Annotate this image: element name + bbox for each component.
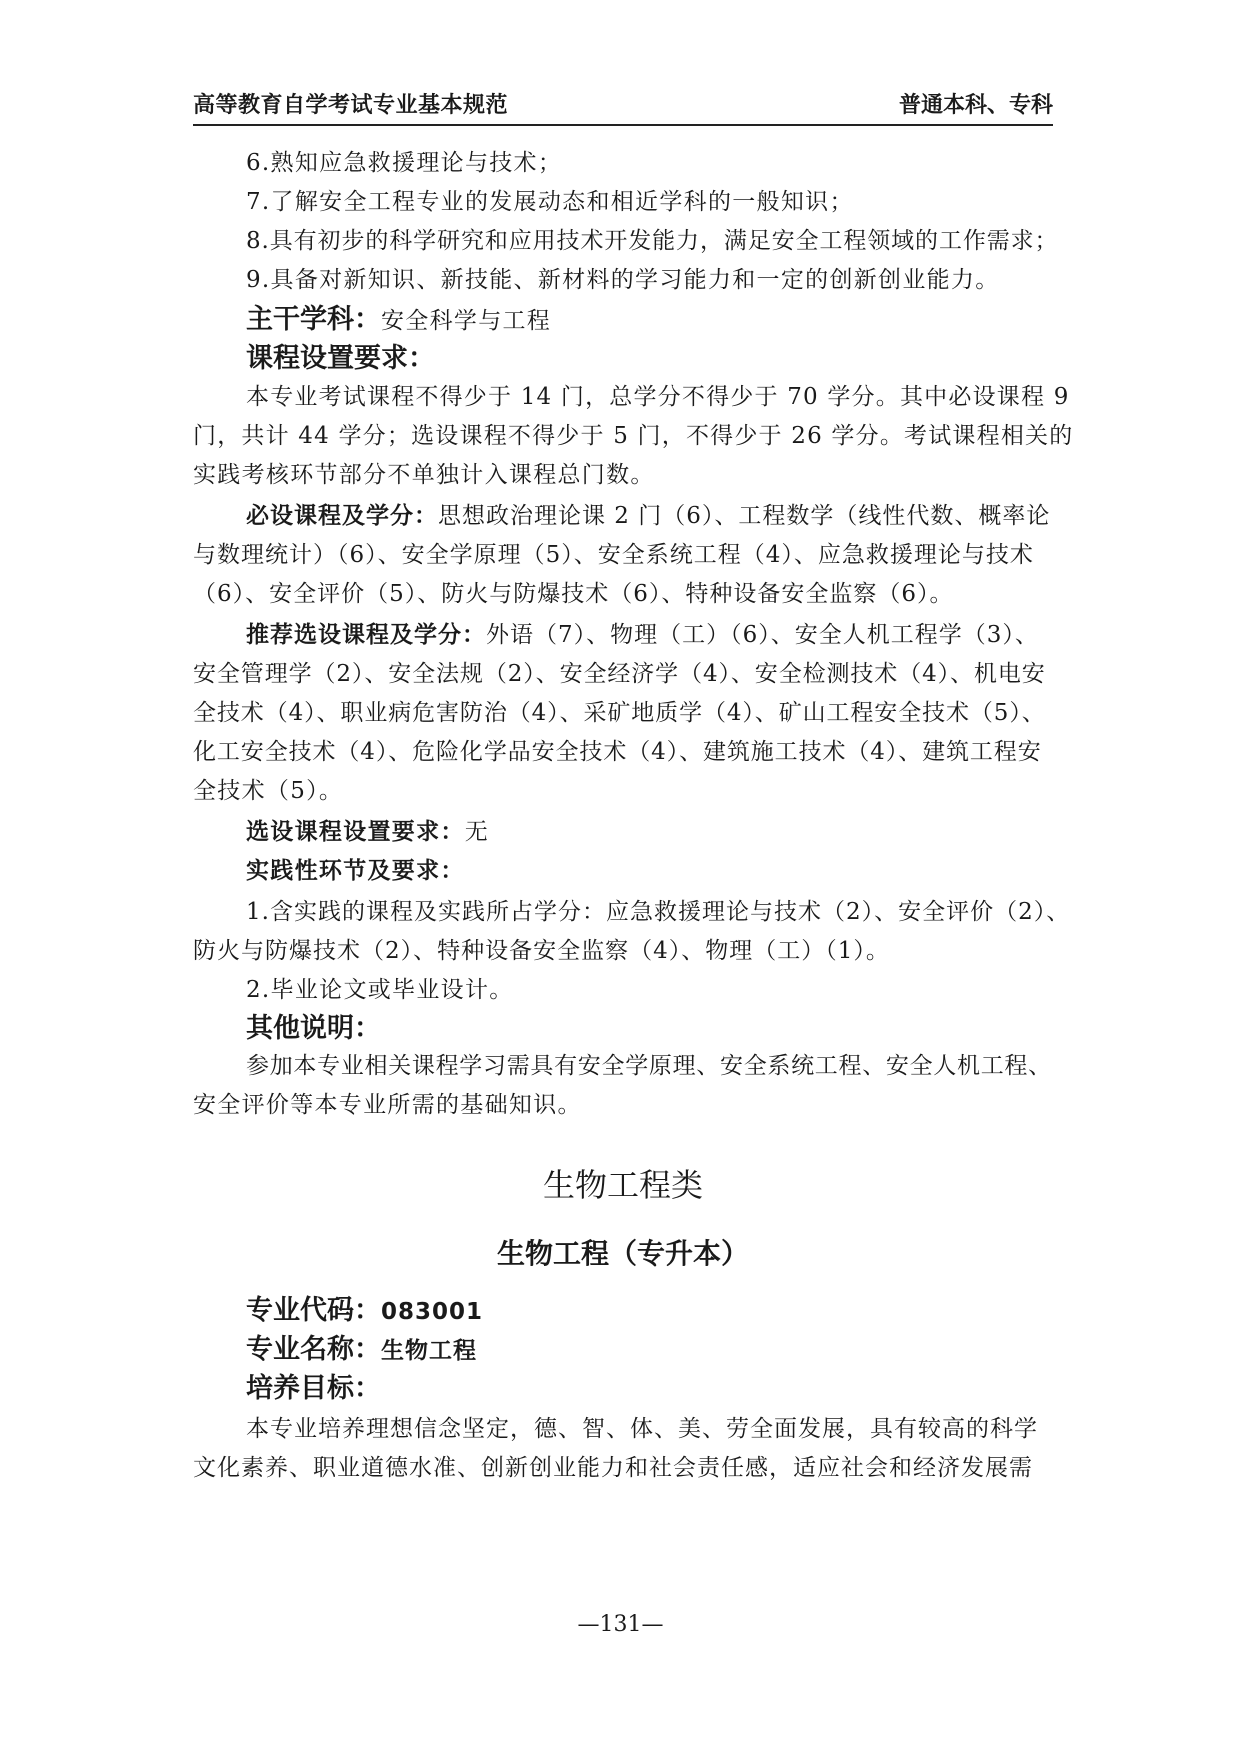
- course-requirements-heading: 课程设置要求：: [246, 343, 435, 374]
- required-courses-line-2: 与数理统计）（6）、安全学原理（5）、安全系统工程（4）、应急救援理论与技术: [193, 542, 1034, 568]
- other-notes-heading: 其他说明：: [246, 1013, 381, 1044]
- elective-courses-line-1: 外语（7）、物理（工）（6）、安全人机工程学（3）、: [486, 622, 1039, 648]
- page-number: —131—: [577, 1612, 664, 1637]
- major-name-value: 生物工程: [381, 1338, 477, 1364]
- running-header: [193, 88, 1053, 126]
- other-notes-line-2: 安全评价等本专业所需的基础知识。: [193, 1092, 582, 1118]
- practice-line-3: 2.毕业论文或毕业设计。: [246, 977, 514, 1003]
- course-req-line-2: 门，共计 44 学分；选设课程不得少于 5 门，不得少于 26 学分。考试课程相关的: [193, 423, 1074, 449]
- course-req-line-3: 实践考核环节部分不单独计入课程总门数。: [193, 462, 655, 488]
- elective-courses-line-4: 化工安全技术（4）、危险化学品安全技术（4）、建筑施工技术（4）、建筑工程安: [193, 739, 1042, 765]
- elective-courses-line-3: 全技术（4）、职业病危害防治（4）、采矿地质学（4）、矿山工程安全技术（5）、: [193, 700, 1046, 726]
- major-code-value: 083001: [381, 1299, 484, 1325]
- main-subject-value: 安全科学与工程: [381, 308, 552, 334]
- required-courses: [246, 497, 1050, 530]
- required-courses-label: 必设课程及学分：: [246, 503, 438, 529]
- elective-requirements-label: 选设课程设置要求：: [246, 819, 465, 845]
- requirement-8: 8.具有初步的科学研究和应用技术开发能力，满足安全工程领域的工作需求；: [246, 228, 1059, 254]
- training-goal-heading: 培养目标：: [246, 1373, 381, 1404]
- requirement-9: 9.具备对新知识、新技能、新材料的学习能力和一定的创新创业能力。: [246, 267, 1000, 293]
- course-req-line-1: 本专业考试课程不得少于 14 门，总学分不得少于 70 学分。其中必设课程 9: [246, 384, 1070, 410]
- practice-line-1: 1.含实践的课程及实践所占学分：应急救援理论与技术（2）、安全评价（2）、: [246, 899, 1071, 925]
- major-name: [246, 1327, 477, 1366]
- header-category: 普通本科、专科: [898, 93, 1053, 118]
- main-subject-label: 主干学科：: [246, 304, 381, 335]
- major-code-label: 专业代码：: [246, 1295, 381, 1326]
- elective-courses-line-5: 全技术（5）。: [193, 778, 344, 804]
- other-notes-line-1: 参加本专业相关课程学习需具有安全学原理、安全系统工程、安全人机工程、: [246, 1053, 1052, 1079]
- header-title: 高等教育自学考试专业基本规范: [193, 93, 509, 118]
- major-name-label: 专业名称：: [246, 1334, 381, 1365]
- practice-heading: 实践性环节及要求：: [246, 858, 465, 884]
- practice-line-2: 防火与防爆技术（2）、特种设备安全监察（4）、物理（工）（1）。: [193, 938, 890, 964]
- requirement-7: 7.了解安全工程专业的发展动态和相近学科的一般知识；: [246, 189, 854, 215]
- requirement-6: 6.熟知应急救援理论与技术；: [246, 150, 563, 176]
- major-title: 生物工程（专升本）: [496, 1237, 749, 1270]
- elective-courses-line-2: 安全管理学（2）、安全法规（2）、安全经济学（4）、安全检测技术（4）、机电安: [193, 661, 1046, 687]
- category-title: 生物工程类: [542, 1166, 703, 1204]
- elective-courses-label: 推荐选设课程及学分：: [246, 622, 486, 648]
- elective-requirements: [246, 813, 489, 846]
- elective-requirements-value: 无: [464, 819, 490, 845]
- training-goal-line-1: 本专业培养理想信念坚定，德、智、体、美、劳全面发展，具有较高的科学: [246, 1416, 1038, 1442]
- major-code: [246, 1288, 483, 1327]
- main-subject: [246, 297, 551, 336]
- required-courses-line-3: （6）、安全评价（5）、防火与防爆技术（6）、特种设备安全监察（6）。: [193, 581, 954, 607]
- training-goal-line-2: 文化素养、职业道德水准、创新创业能力和社会责任感，适应社会和经济发展需: [193, 1455, 1033, 1481]
- elective-courses: [246, 616, 1039, 649]
- required-courses-line-1: 思想政治理论课 2 门（6）、工程数学（线性代数、概率论: [438, 503, 1051, 529]
